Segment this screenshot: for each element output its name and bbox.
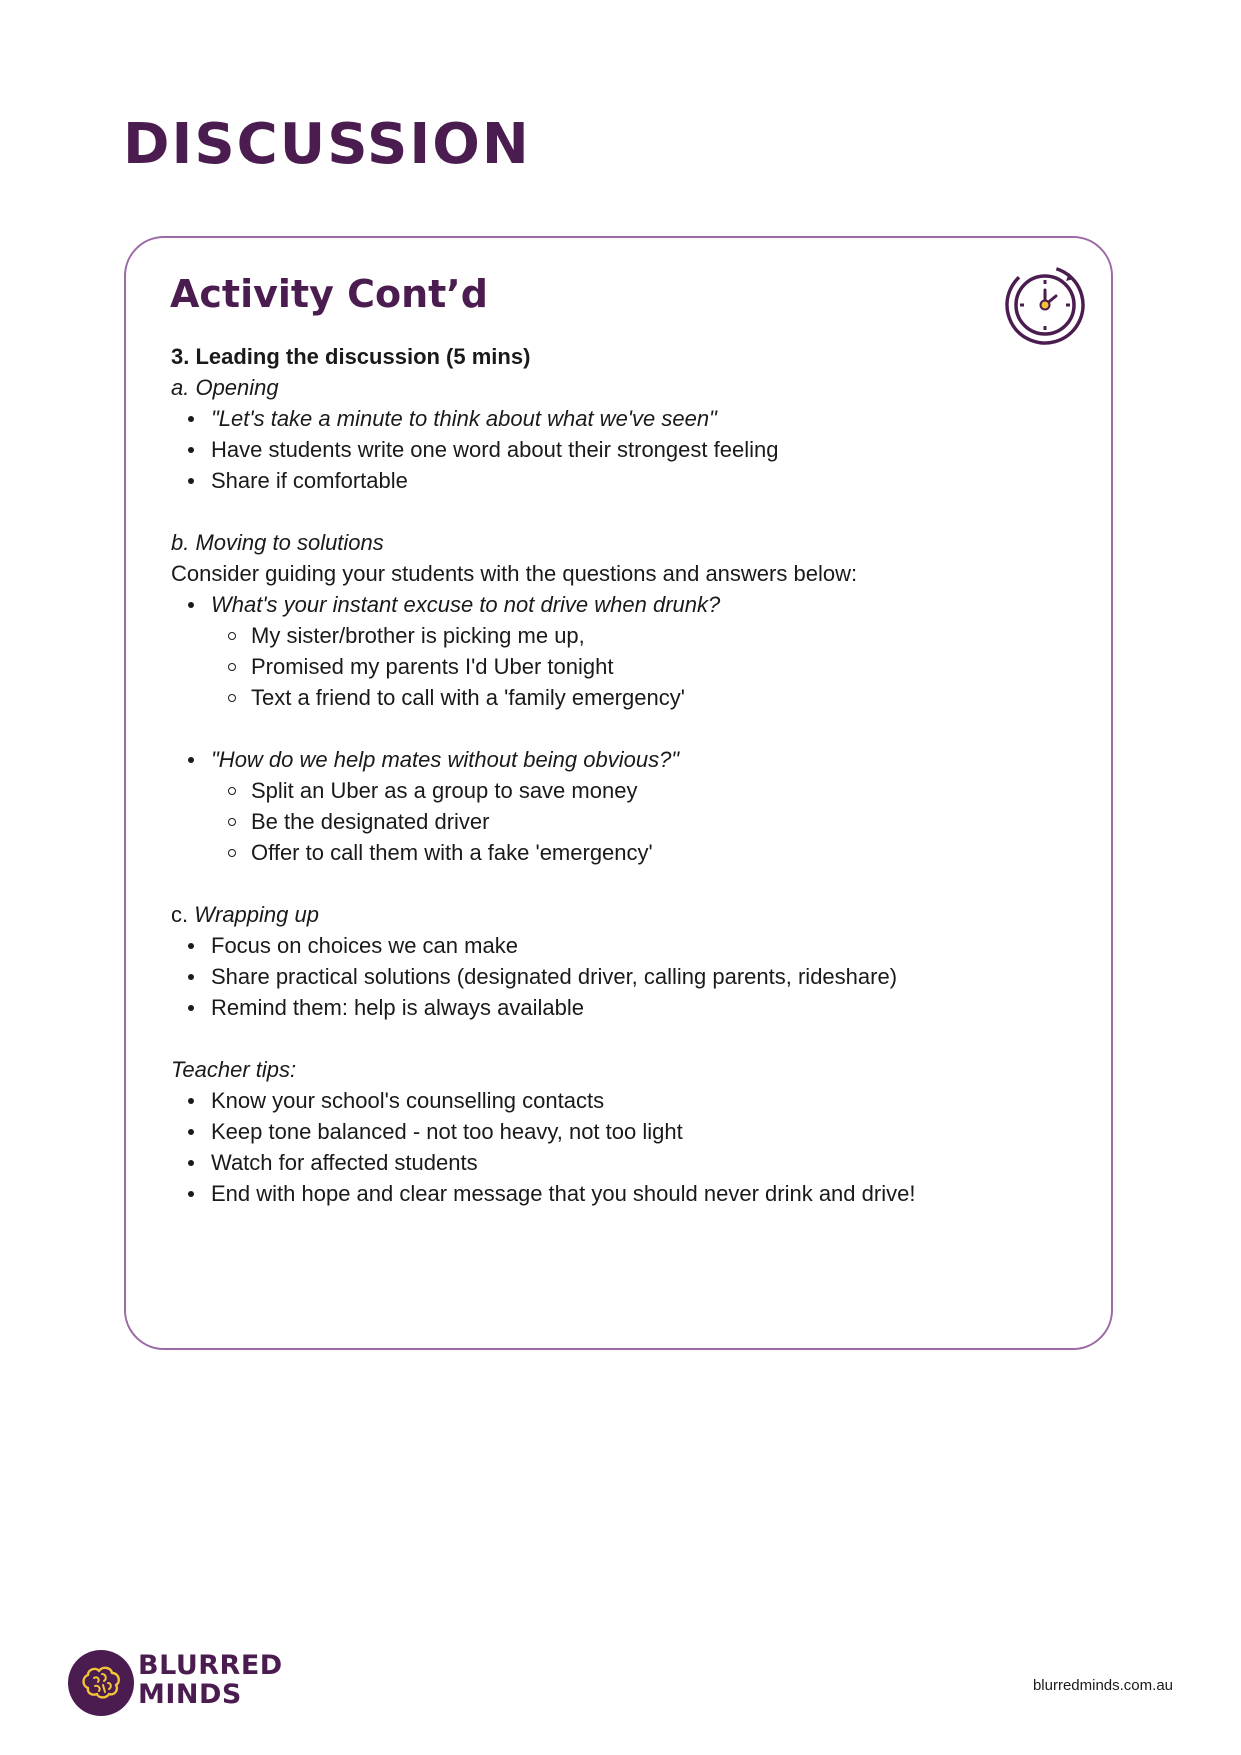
answer-item: Split an Uber as a group to save money — [211, 775, 1071, 806]
wrapping-label — [171, 899, 1071, 930]
tips-list — [171, 1085, 1071, 1209]
list-item: Share if comfortable — [171, 465, 1071, 496]
activity-card — [124, 236, 1113, 1350]
list-item: Watch for affected students — [171, 1147, 1071, 1178]
brand-logo — [68, 1650, 283, 1716]
tips-label: Teacher tips: — [171, 1057, 297, 1082]
logo-line-2: MINDS — [138, 1679, 242, 1710]
card-content — [171, 341, 1071, 1209]
opening-label: a. Opening — [171, 375, 279, 400]
answer-item: Text a friend to call with a 'family emergency' — [211, 682, 1071, 713]
timer-icon — [1003, 263, 1087, 347]
footer-url[interactable]: blurredminds.com.au — [1032, 1677, 1173, 1694]
solutions-intro: Consider guiding your students with the questions and answers below: — [171, 561, 858, 586]
question-item — [171, 744, 1071, 868]
list-item: Focus on choices we can make — [171, 930, 1071, 961]
list-item: Share practical solutions (designated driver, calling parents, rideshare) — [171, 961, 1071, 992]
question-item — [171, 589, 1071, 744]
page-title: DISCUSSION — [123, 112, 531, 177]
answer-list — [211, 620, 1071, 713]
wrapping-prefix: c. — [171, 902, 195, 927]
list-item: End with hope and clear message that you should never drink and drive! — [171, 1178, 1071, 1209]
opening-list — [171, 403, 1071, 496]
list-item: "Let's take a minute to think about what we've seen" — [171, 403, 1071, 434]
list-item: Know your school's counselling contacts — [171, 1085, 1071, 1116]
answer-list — [211, 775, 1071, 868]
brain-icon — [68, 1650, 134, 1716]
solutions-list — [171, 589, 1071, 868]
logo-line-1: BLURRED — [138, 1650, 283, 1681]
card-title: Activity Cont’d — [170, 272, 488, 316]
answer-item: Be the designated driver — [211, 806, 1071, 837]
answer-item: Promised my parents I'd Uber tonight — [211, 651, 1071, 682]
wrapping-label-text: Wrapping up — [194, 902, 319, 927]
question-text: What's your instant excuse to not drive when drunk? — [211, 592, 721, 617]
answer-item: Offer to call them with a fake 'emergency' — [211, 837, 1071, 868]
list-item: Have students write one word about their strongest feeling — [171, 434, 1071, 465]
question-text: "How do we help mates without being obvious?" — [211, 747, 680, 772]
logo-text — [138, 1651, 283, 1709]
list-item: Keep tone balanced - not too heavy, not too light — [171, 1116, 1071, 1147]
section-heading: 3. Leading the discussion (5 mins) — [171, 344, 531, 369]
wrapping-list — [171, 930, 1071, 1023]
solutions-label: b. Moving to solutions — [171, 530, 384, 555]
list-item: Remind them: help is always available — [171, 992, 1071, 1023]
answer-item: My sister/brother is picking me up, — [211, 620, 1071, 651]
